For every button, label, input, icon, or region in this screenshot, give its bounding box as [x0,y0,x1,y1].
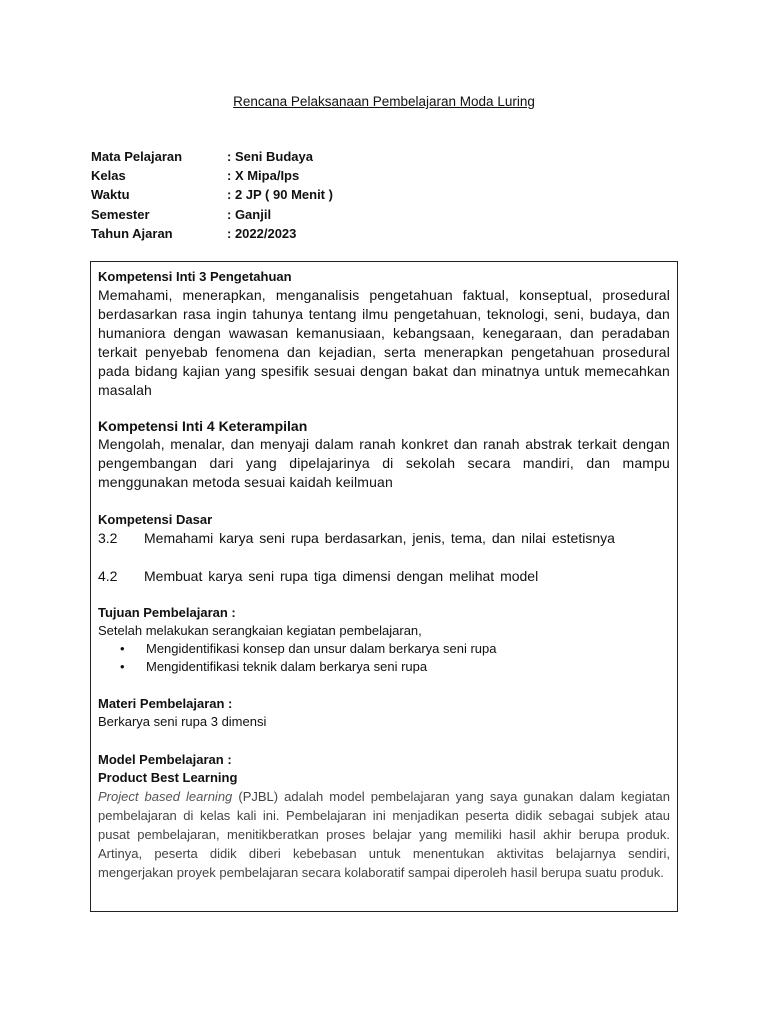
kd-number: 3.2 [98,530,118,546]
info-label: Kelas [91,168,126,184]
ki3-heading: Kompetensi Inti 3 Pengetahuan [98,269,292,284]
info-row-semester [91,205,333,224]
info-label: Waktu [91,187,130,203]
info-value: : 2 JP ( 90 Menit ) [227,187,333,203]
ki3-text: Memahami, menerapkan, menganalisis pengetahuan faktual, konseptual, prosedural berdasarkan rasa ingin tahunya tentang ilmu pengetahuan, teknologi, seni, budaya, dan humaniora dengan wawasan kemanusiaan, kebangsaan, kenegaraan, dan peradaban terkait penyebab fenomena dan kejadian, serta menerapkan pengetahuan prosedural pada bidang kajian yang spesifik sesuai dengan bakat dan minatnya untuk memecahkan masalah [98,287,670,398]
ki4-heading: Kompetensi Inti 4 Keterampilan [98,418,308,434]
info-row-time [91,185,333,204]
kd-heading: Kompetensi Dasar [98,512,213,527]
ki4-text: Mengolah, menalar, dan menyaji dalam ranah konkret dan ranah abstrak terkait dengan pengembangan dari yang dipelajarinya di sekolah secara mandiri, dan mampu menggunakan metoda sesuai kaidah keilmuan [98,436,670,490]
list-item: • Mengidentifikasi teknik dalam berkarya seni rupa [120,658,670,676]
tujuan-heading: Tujuan Pembelajaran : [98,605,236,620]
model-heading: Model Pembelajaran : [98,752,232,767]
kd-number: 4.2 [98,568,118,584]
info-label: Mata Pelajaran [91,149,183,164]
info-row-year [91,224,333,243]
kd-text: Membuat karya seni rupa tiga dimensi dengan melihat model [144,568,539,584]
model-description-text: (PJBL) adalah model pembelajaran yang saya gunakan dalam kegiatan pembelajaran di kelas kali ini. Pembelajaran ini menjadikan peserta didik sebagai subjek atau pusat pembelajaran, menitikberatkan proses belajar yang memiliki hasil akhir berupa produk. Artinya, peserta didik diberi kebebasan untuk menentukan aktivitas belajarnya sendiri, mengerjakan proyek pembelajaran secara kolaboratif sampai diperoleh hasil berupa suatu produk. [98,789,671,880]
list-item: • Mengidentifikasi konsep dan unsur dalam berkarya seni rupa [120,640,670,658]
materi-heading: Materi Pembelajaran : [98,696,233,711]
materi-text: Berkarya seni rupa 3 dimensi [98,714,267,729]
model-description-italic: Project based learning [98,789,233,804]
info-label: Semester [91,206,150,222]
course-info [91,147,333,243]
model-subheading: Product Best Learning [98,770,238,785]
info-row-class [91,166,333,185]
content-box [90,261,678,912]
model-description [98,787,670,882]
info-label: Tahun Ajaran [91,225,173,241]
kd-item [98,567,670,586]
info-row-subject [91,147,333,166]
info-value: : X Mipa/Ips [227,168,300,184]
info-value: : Ganjil [227,206,272,222]
tujuan-list [98,640,670,676]
info-value: : Seni Budaya [227,149,313,164]
info-value: : 2022/2023 [227,225,297,241]
tujuan-intro: Setelah melakukan serangkaian kegiatan pembelajaran, [98,623,422,638]
kd-item [98,529,670,548]
kd-text: Memahami karya seni rupa berdasarkan, jenis, tema, dan nilai estetisnya [144,530,615,546]
document-title: Rencana Pelaksanaan Pembelajaran Moda Luring [233,94,535,109]
